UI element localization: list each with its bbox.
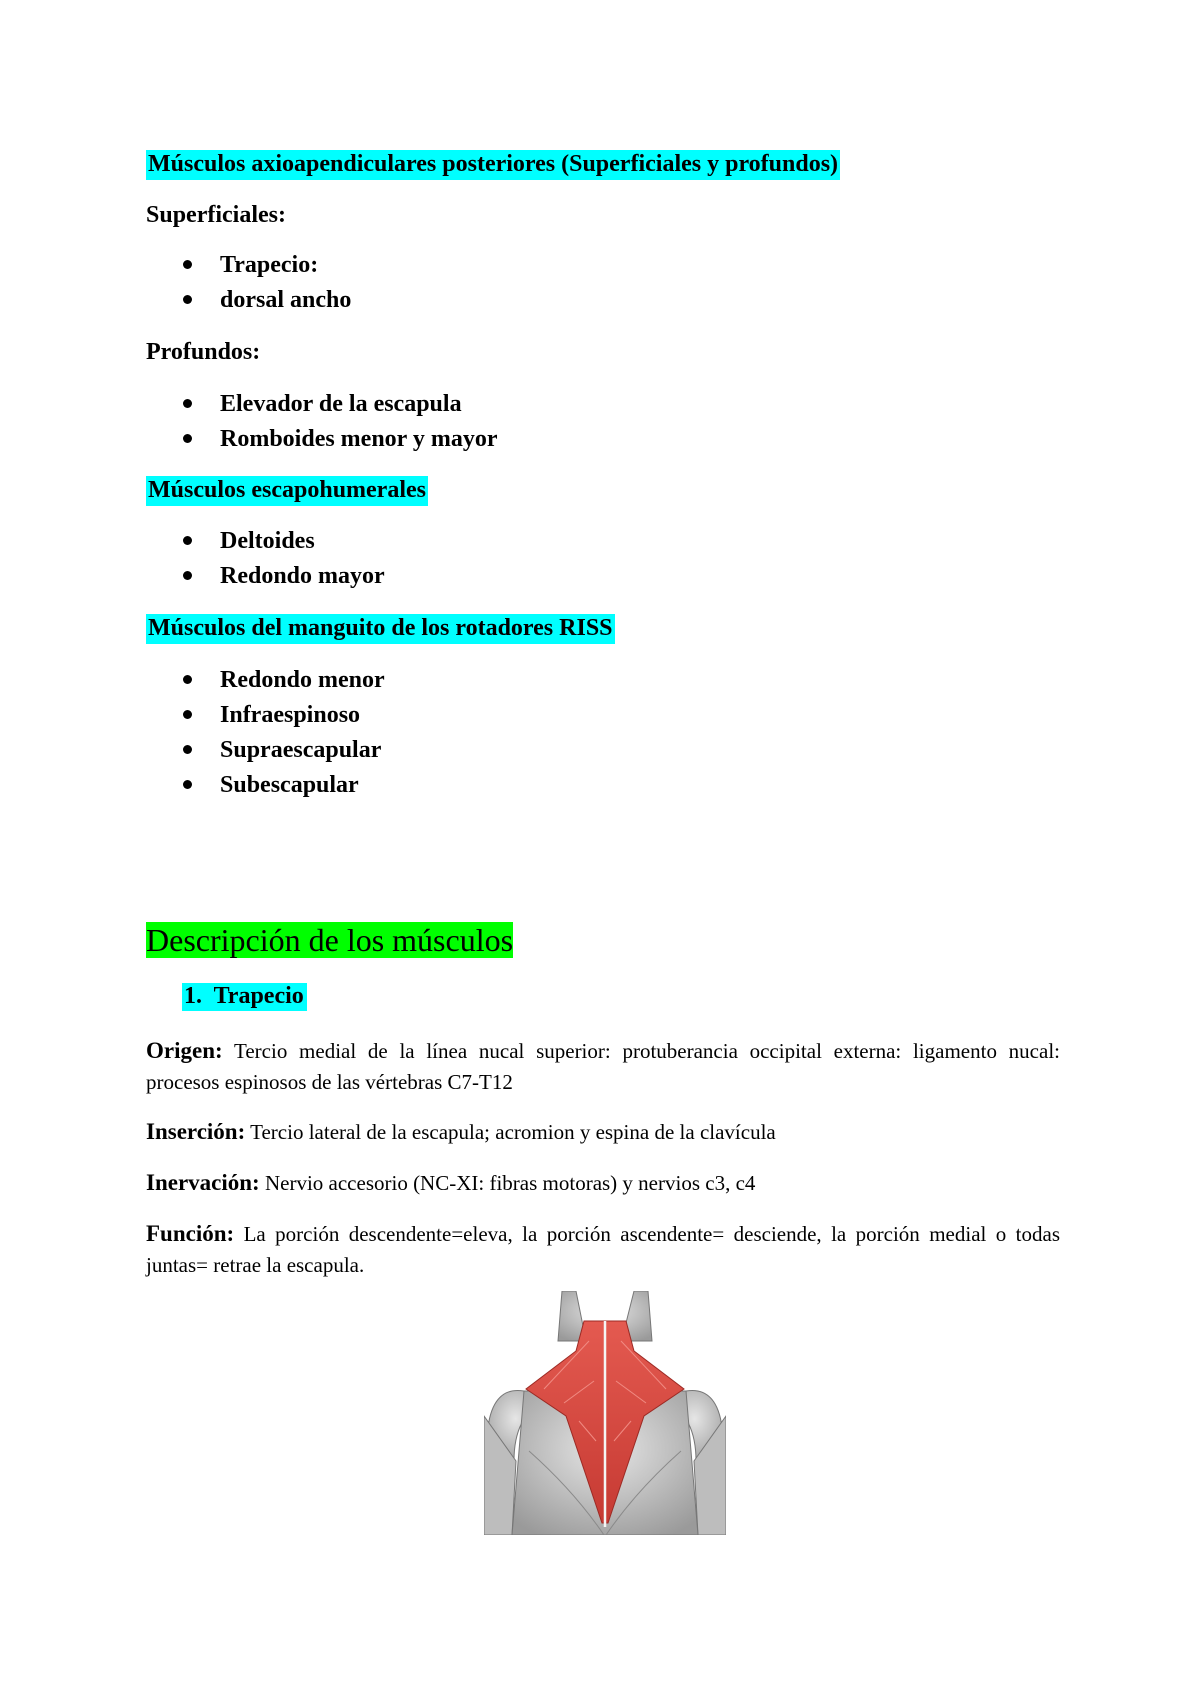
bullet-icon <box>183 710 192 719</box>
field-text: Tercio lateral de la escapula; acromion y espina de la clavícula <box>250 1120 776 1144</box>
label-superficiales: Superficiales: <box>146 202 286 228</box>
field-origen <box>146 1035 1060 1098</box>
field-label: Origen: <box>146 1038 223 1063</box>
trapezius-muscle-illustration <box>484 1291 726 1535</box>
field-label: Función: <box>146 1221 235 1246</box>
trapezius-figure-svg <box>484 1291 726 1535</box>
bullet-icon <box>183 571 192 580</box>
field-text: Tercio medial de la línea nucal superior: protuberancia occipital externa: ligamento nucal: procesos espinosos de las vértebras C7-T12 <box>146 1039 1060 1094</box>
field-insercion <box>146 1116 1060 1148</box>
bullet-icon <box>183 295 192 304</box>
field-funcion <box>146 1218 1060 1281</box>
heading-escapohumerales: Músculos escapohumerales <box>146 474 428 506</box>
field-label: Inserción: <box>146 1119 246 1144</box>
bullet-icon <box>183 434 192 443</box>
item-title: Trapecio <box>213 983 304 1009</box>
bullet-icon <box>183 675 192 684</box>
heading-manguito-rotadores: Músculos del manguito de los rotadores RISS <box>146 612 615 644</box>
bullet-icon <box>183 536 192 545</box>
bullet-icon <box>183 745 192 754</box>
bullet-icon <box>183 399 192 408</box>
field-inervacion <box>146 1167 1060 1199</box>
bullet-icon <box>183 780 192 789</box>
description-title: Descripción de los músculos <box>146 922 514 958</box>
field-label: Inervación: <box>146 1170 260 1195</box>
heading-axioapendiculares: Músculos axioapendiculares posteriores (Superficiales y profundos) <box>146 148 840 180</box>
bullet-icon <box>183 260 192 269</box>
field-text: Nervio accesorio (NC-XI: fibras motoras) y nervios c3, c4 <box>264 1171 756 1195</box>
label-profundos: Profundos: <box>146 339 261 365</box>
field-text: La porción descendente=eleva, la porción ascendente= desciende, la porción medial o todas juntas= retrae la escapula. <box>146 1222 1061 1277</box>
item-number: 1. <box>184 983 202 1009</box>
numbered-item-trapecio <box>182 980 307 1012</box>
